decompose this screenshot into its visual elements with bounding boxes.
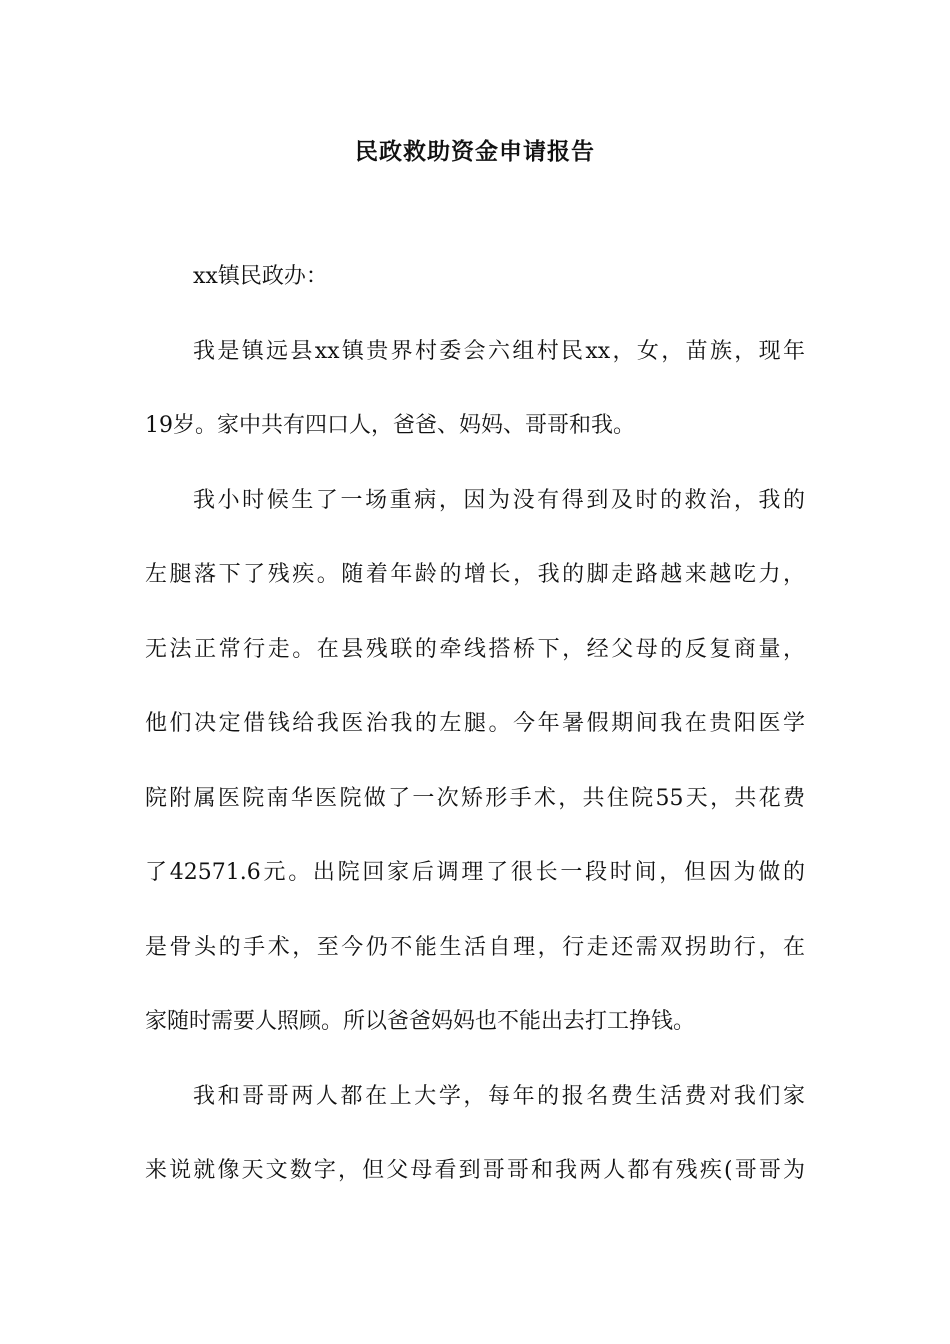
document-title: 民政救助资金申请报告 (355, 138, 595, 165)
salutation: xx镇民政办： (193, 264, 328, 289)
paragraph-line: 家随时需要人照顾。所以爸爸妈妈也不能出去打工挣钱。 (145, 1009, 696, 1034)
paragraph-line: 19岁。家中共有四口人，爸爸、妈妈、哥哥和我。 (145, 413, 635, 438)
paragraph-line: 我和哥哥两人都在上大学，每年的报名费生活费对我们家 (193, 1084, 805, 1109)
paragraph-line: 我是镇远县xx镇贵界村委会六组村民xx，女，苗族，现年 (193, 339, 805, 364)
paragraph-line: 左腿落下了残疾。随着年龄的增长，我的脚走路越来越吃力， (145, 562, 805, 587)
paragraph-line: 了42571.6元。出院回家后调理了很长一段时间，但因为做的 (145, 860, 805, 885)
paragraph-line: 来说就像天文数字，但父母看到哥哥和我两人都有残疾(哥哥为 (145, 1158, 805, 1183)
paragraph-line: 我小时候生了一场重病，因为没有得到及时的救治，我的 (193, 488, 805, 513)
paragraph-line: 无法正常行走。在县残联的牵线搭桥下，经父母的反复商量， (145, 637, 805, 662)
paragraph-line: 是骨头的手术，至今仍不能生活自理，行走还需双拐助行，在 (145, 935, 805, 960)
paragraph-line: 院附属医院南华医院做了一次矫形手术，共住院55天，共花费 (145, 786, 805, 811)
paragraph-line: 他们决定借钱给我医治我的左腿。今年暑假期间我在贵阳医学 (145, 711, 805, 736)
